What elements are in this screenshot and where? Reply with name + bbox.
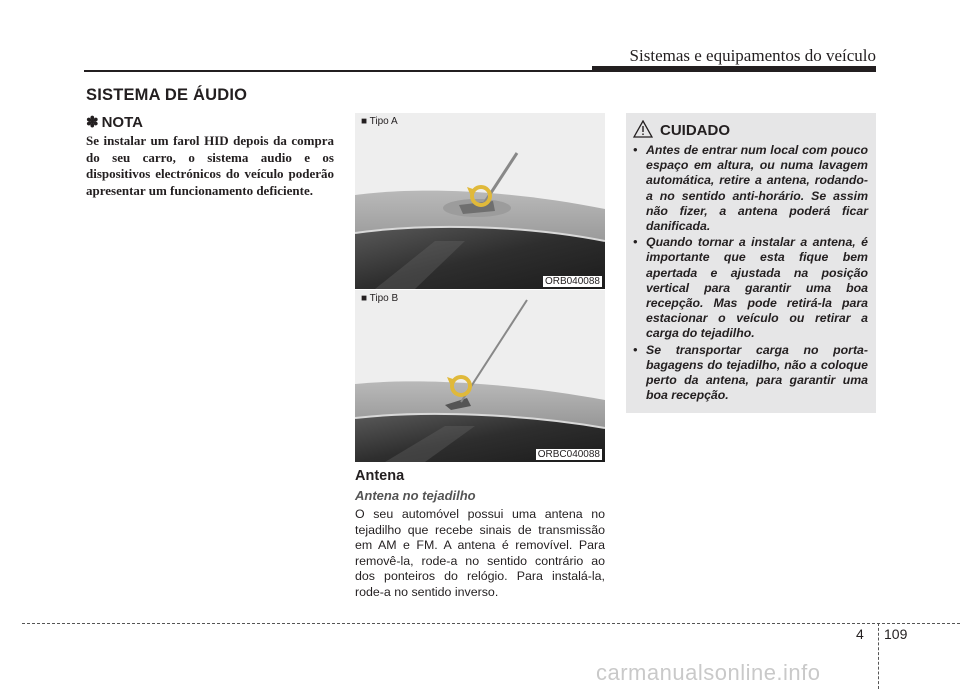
running-header: Sistemas e equipamentos do veículo [629, 46, 876, 65]
caution-item: • Quando tornar a instalar a antena, é importante que esta fique bem apertada e ajustada na posição vertical para garantir uma boa recepção. Mas pode retirá-la para estacionar o veículo ou retirar a carga do tejadilho. [632, 235, 868, 341]
chapter-number: 4 [856, 626, 864, 642]
nota-body: Se instalar um farol HID depois da compra do seu carro, o sistema audio e os dispositivos electrónicos do veículo poderão apresentar um funcionamento deficiente. [86, 133, 334, 198]
warning-triangle-icon [633, 120, 653, 138]
caution-item: • Antes de entrar num local com pouco espaço em altura, ou numa lavagem automática, retire a antena, rodando-a no sentido anti-horário. Se assim não fizer, a antena poderá ficar danificada. [632, 143, 868, 234]
footer-dashed-rule [22, 623, 960, 624]
caution-title: CUIDADO [660, 122, 730, 139]
watermark: carmanualsonline.info [596, 660, 821, 685]
header-rule [84, 70, 876, 72]
caution-item: • Se transportar carga no porta-bagagens do tejadilho, não a coloque perto da antena, para garantir uma boa recepção. [632, 343, 868, 404]
figure-b-code: ORBC040088 [537, 449, 600, 460]
antena-title: Antena [355, 468, 405, 484]
page-number: 109 [884, 626, 908, 642]
figure-b-label: ■ Tipo B [361, 293, 399, 304]
nota-heading [86, 113, 143, 131]
nota-star-icon: ✽ [86, 114, 99, 131]
car-roof-illustration-a [355, 113, 605, 289]
car-roof-illustration-b [355, 290, 605, 462]
footer-dashed-divider [878, 623, 879, 689]
antena-subtitle: Antena no tejadilho [355, 488, 476, 503]
figure-a-code: ORB040088 [544, 276, 600, 287]
figure-antenna-type-a [355, 113, 605, 289]
figure-antenna-type-b [355, 290, 605, 462]
figure-a-label: ■ Tipo A [361, 116, 398, 127]
caution-list [632, 143, 868, 404]
antena-body: O seu automóvel possui uma antena no tejadilho que recebe sinais de transmissão em AM e FM. A antena é removível. Para removê-la, rode-a no sentido contrário ao dos ponteiros do relógio. Para instalá-la, rode-a no sentido inverso. [355, 507, 605, 599]
nota-title: NOTA [101, 114, 143, 131]
section-title: SISTEMA DE ÁUDIO [86, 86, 248, 104]
